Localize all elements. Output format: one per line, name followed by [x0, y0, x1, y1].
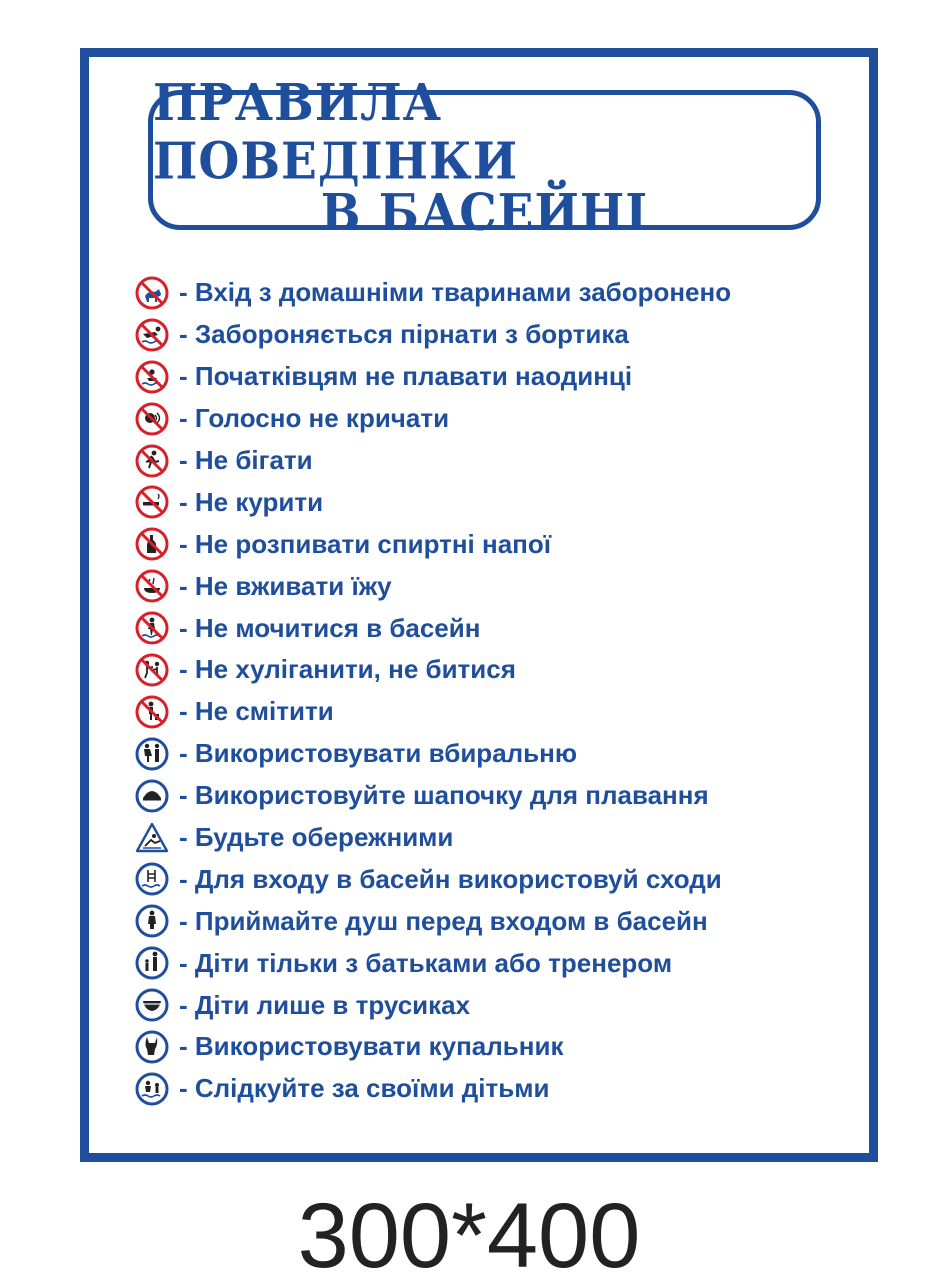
rule-text: - Використовувати вбиральню: [179, 738, 578, 769]
no-alcohol-icon: [135, 527, 169, 561]
rule-item: [135, 817, 835, 859]
watch-children-icon: [135, 1072, 169, 1106]
rule-item: [135, 356, 835, 398]
page-title-line-1: ПРАВИЛА ПОВЕДІНКИ: [153, 73, 519, 192]
rule-text: - Початківцям не плавати наодинці: [179, 361, 633, 392]
rule-item: [135, 1026, 835, 1068]
caution-icon: [135, 821, 169, 855]
rule-item: [135, 523, 835, 565]
rule-item: [135, 858, 835, 900]
rule-item: [135, 565, 835, 607]
rule-text: - Не бігати: [179, 445, 313, 475]
pool-rules-sign: [80, 48, 878, 1162]
no-diving-icon: [135, 318, 169, 352]
rule-text: - Не вживати їжу: [179, 570, 392, 601]
rule-text: - Діти лише в трусиках: [179, 989, 471, 1020]
page-title-line-2: В БАСЕЙНІ: [320, 183, 649, 244]
swimsuit-icon: [135, 1030, 169, 1064]
rule-text: - Вхід з домашніми тваринами заборонено: [179, 277, 732, 308]
rule-text: - Забороняється пірнати з бортика: [179, 319, 629, 350]
rule-text: - Будьте обережними: [179, 822, 454, 853]
pool-ladder-icon: [135, 862, 169, 896]
no-running-icon: [135, 444, 169, 478]
rule-item: [135, 398, 835, 440]
rule-item: [135, 314, 835, 356]
swim-briefs-icon: [135, 988, 169, 1022]
rule-text: - Діти тільки з батьками або тренером: [179, 947, 673, 978]
shower-icon: [135, 904, 169, 938]
rule-item: [135, 691, 835, 733]
rule-text: - Для входу в басейн використовуй сходи: [179, 863, 722, 894]
restroom-icon: [135, 737, 169, 771]
swim-cap-icon: [135, 779, 169, 813]
rule-text: - Не мочитися в басейн: [179, 612, 481, 643]
rule-text: - Приймайте душ перед входом в басейн: [179, 905, 708, 936]
rule-item: [135, 607, 835, 649]
no-shouting-icon: [135, 402, 169, 436]
no-littering-icon: [135, 695, 169, 729]
size-label: 300*400: [297, 1185, 641, 1287]
rule-text: - Не хуліганити, не битися: [179, 654, 516, 685]
rule-item: [135, 900, 835, 942]
rule-item: [135, 942, 835, 984]
rule-item: [135, 984, 835, 1026]
rule-text: - Використовувати купальник: [179, 1031, 564, 1062]
rule-item: [135, 272, 835, 314]
no-urinating-icon: [135, 611, 169, 645]
rule-text: - Не курити: [179, 486, 324, 517]
no-food-icon: [135, 569, 169, 603]
title-frame: [148, 73, 821, 244]
no-smoking-icon: [135, 485, 169, 519]
rules-list: [135, 272, 835, 1110]
rule-item: [135, 649, 835, 691]
rule-item: [135, 481, 835, 523]
no-pets-icon: [135, 276, 169, 310]
rule-text: - Голосно не кричати: [179, 403, 450, 434]
no-swimming-alone-icon: [135, 360, 169, 394]
rule-text: - Використовуйте шапочку для плавання: [179, 780, 709, 811]
no-fighting-icon: [135, 653, 169, 687]
rule-text: - Не смітити: [179, 696, 334, 727]
rule-text: - Не розпивати спиртні напої: [179, 528, 552, 559]
rule-item: [135, 775, 835, 817]
rule-text: - Слідкуйте за своїми дітьми: [179, 1073, 550, 1104]
rule-item: [135, 440, 835, 482]
rule-item: [135, 733, 835, 775]
rule-item: [135, 1068, 835, 1110]
child-with-adult-icon: [135, 946, 169, 980]
